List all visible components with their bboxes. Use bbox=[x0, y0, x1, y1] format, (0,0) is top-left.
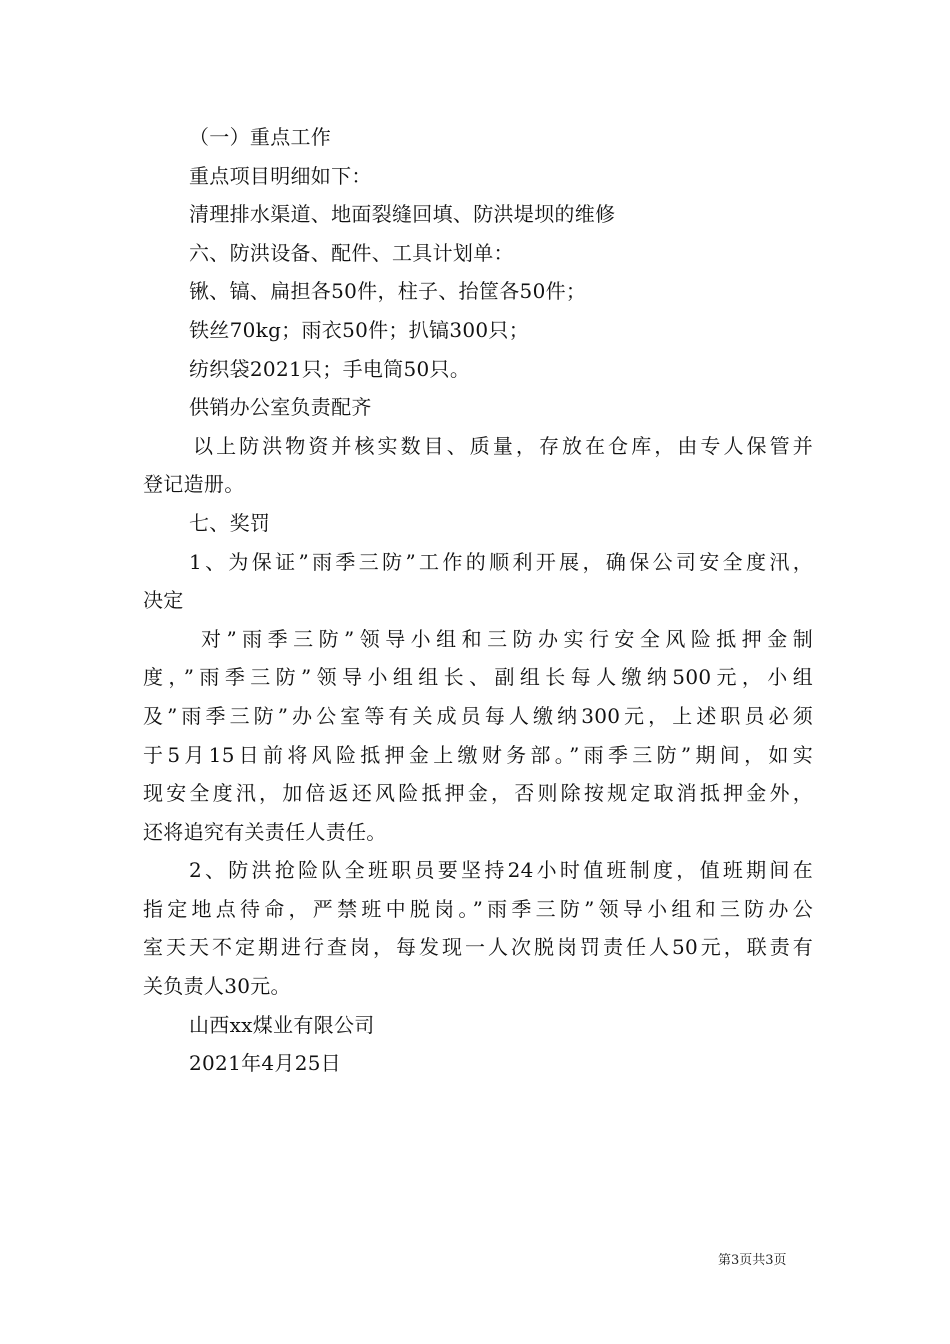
paragraph-line: 关负责人30元。 bbox=[143, 974, 291, 999]
paragraph-line: 还将追究有关责任人责任。 bbox=[143, 819, 387, 844]
section-heading-rewards-penalties: 七、奖罚 bbox=[189, 510, 271, 535]
paragraph-line: 锹、镐、扁担各50件，柱子、抬筐各50件； bbox=[189, 279, 587, 304]
paragraph-line: 对”雨季三防”领导小组和三防办实行安全风险抵押金制 bbox=[201, 626, 813, 651]
paragraph-line: 决定 bbox=[143, 588, 184, 613]
paragraph-line: 供销办公室负责配齐 bbox=[189, 395, 372, 420]
paragraph-line: 于5月15日前将风险抵押金上缴财务部。”雨季三防”期间，如实 bbox=[143, 742, 813, 767]
paragraph-line: 纺织袋2021只；手电筒50只。 bbox=[189, 356, 471, 381]
section-heading-key-work: （一）重点工作 bbox=[189, 125, 332, 149]
paragraph-line: 指定地点待命，严禁班中脱岗。”雨季三防”领导小组和三防办公 bbox=[143, 896, 813, 921]
paragraph-line: 2、防洪抢险队全班职员要坚持24小时值班制度，值班期间在 bbox=[189, 858, 813, 883]
signature-company: 山西xx煤业有限公司 bbox=[189, 1012, 375, 1037]
paragraph-line: 铁丝70kg；雨衣50件；扒镐300只； bbox=[189, 317, 529, 342]
paragraph-line: 1、为保证”雨季三防”工作的顺利开展，确保公司安全度汛， bbox=[189, 549, 813, 574]
paragraph-line: 登记造册。 bbox=[143, 472, 245, 497]
paragraph-line: 现安全度汛，加倍返还风险抵押金，否则除按规定取消抵押金外， bbox=[143, 781, 813, 806]
document-body bbox=[143, 118, 813, 1083]
paragraph-line: 重点项目明细如下： bbox=[189, 163, 372, 188]
paragraph-line: 室天天不定期进行查岗，每发现一人次脱岗罚责任人50元，联责有 bbox=[143, 935, 813, 960]
paragraph-line: 度，”雨季三防”领导小组组长、副组长每人缴纳500元，小组 bbox=[143, 665, 813, 690]
paragraph-line: 及”雨季三防”办公室等有关成员每人缴纳300元，上述职员必须 bbox=[143, 703, 813, 728]
paragraph-line: 清理排水渠道、地面裂缝回填、防洪堤坝的维修 bbox=[189, 202, 616, 227]
section-heading-equipment-plan: 六、防洪设备、配件、工具计划单： bbox=[189, 240, 514, 265]
page-number: 第3页共3页 bbox=[718, 1253, 787, 1268]
signature-date: 2021年4月25日 bbox=[189, 1051, 342, 1076]
paragraph-line: 以上防洪物资并核实数目、质量，存放在仓库，由专人保管并 bbox=[193, 433, 813, 458]
